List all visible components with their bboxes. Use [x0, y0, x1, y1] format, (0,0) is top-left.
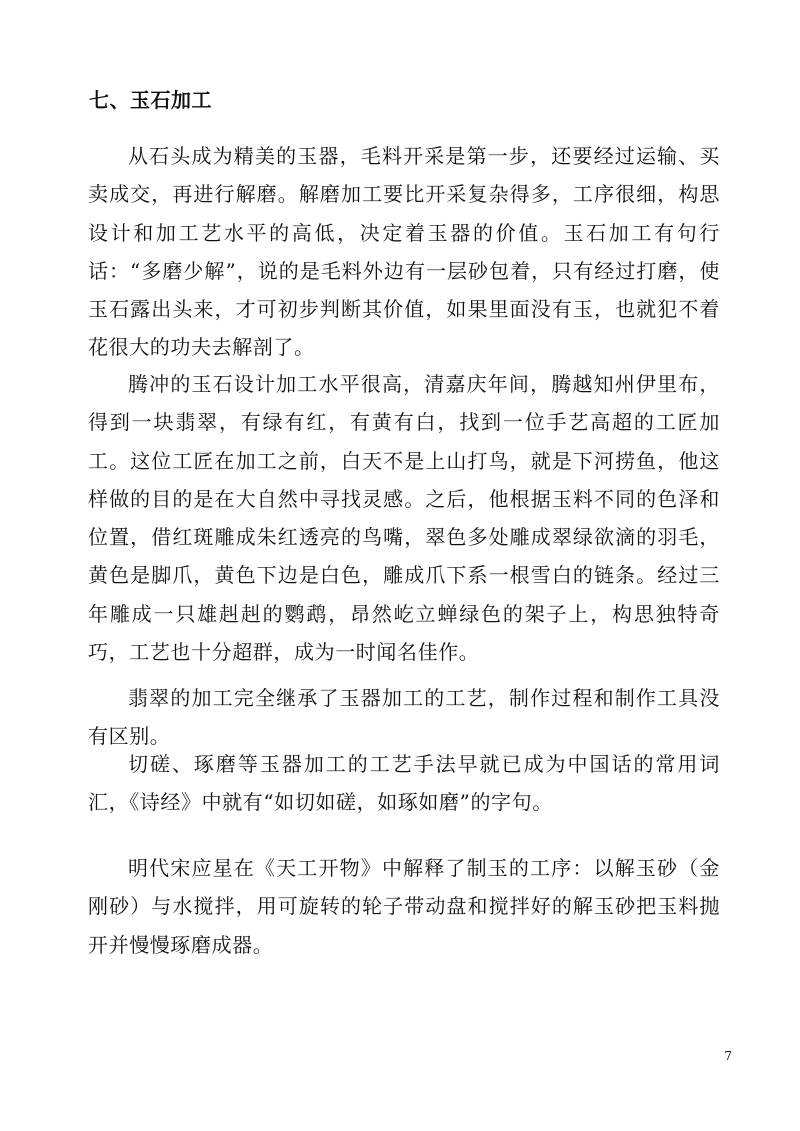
- paragraph-tiangong-kaiwu: 明代宋应星在《天工开物》中解释了制玉的工序：以解玉砂（金刚砂）与水搅拌，用可旋转的轮子带动盘和搅拌好的解玉砂把玉料抛开并慢慢琢磨成器。: [88, 856, 720, 957]
- paragraph-jade-processing-intro: 从石头成为精美的玉器，毛料开采是第一步，还要经过运输、买卖成交，再进行解磨。解磨加工要比开采复杂得多，工序很细，构思设计和加工艺水平的高低，决定着玉器的价值。玉石加工有句行话：“多磨少解”，说的是毛料外边有一层砂包着，只有经过打磨，使玉石露出头来，才可初步判断其价值，如果里面没有玉，也就犯不着花很大的功夫去解剖了。: [88, 144, 720, 360]
- paragraph-qiecuo-zhuomo: 切磋、琢磨等玉器加工的工艺手法早就已成为中国话的常用词汇，《诗经》中就有“如切如磋，如琢如磨”的字句。: [88, 752, 720, 815]
- paragraph-tengchong-parrot: 腾冲的玉石设计加工水平很高，清嘉庆年间，腾越知州伊里布，得到一块翡翠，有绿有红，有黄有白，找到一位手艺高超的工匠加工。这位工匠在加工之前，白天不是上山打鸟，就是下河捞鱼，他这样做的目的是在大自然中寻找灵感。之后，他根据玉料不同的色泽和位置，借红斑雕成朱红透亮的鸟嘴，翠色多处雕成翠绿欲滴的羽毛，黄色是脚爪，黄色下边是白色，雕成爪下系一根雪白的链条。经过三年雕成一只雄赳赳的鹦鹉，昂然屹立蝉绿色的架子上，构思独特奇巧，工艺也十分超群，成为一时闻名佳作。: [88, 372, 720, 665]
- section-heading: 七、玉石加工: [89, 88, 212, 112]
- page-number: 7: [724, 1049, 732, 1063]
- paragraph-jadeite-processing: 翡翠的加工完全继承了玉器加工的工艺，制作过程和制作工具没有区别。: [88, 686, 720, 749]
